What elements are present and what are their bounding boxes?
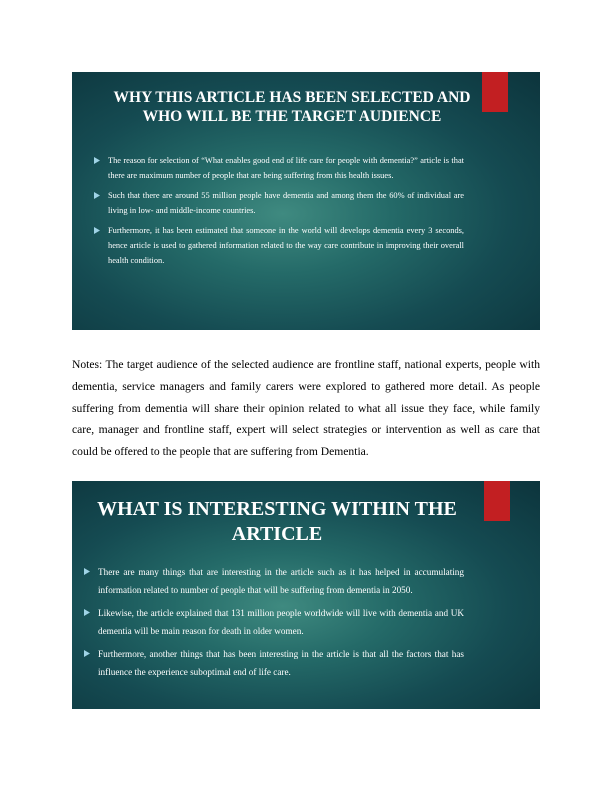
triangle-bullet-icon	[84, 646, 92, 661]
slide-what-is-interesting	[72, 481, 540, 709]
list-item	[94, 153, 464, 183]
bullet-text: Likewise, the article explained that 131 million people worldwide will live with dementia and UK dementia will be main reason for death in older women.	[98, 608, 464, 636]
bullet-list	[84, 564, 464, 687]
list-item	[94, 188, 464, 218]
triangle-bullet-icon	[94, 188, 102, 203]
list-item	[84, 564, 464, 599]
notes-paragraph: Notes: The target audience of the selected audience are frontline staff, national experts, people with dementia, service managers and family carers were explored to gathered more detail. As people suffering from dementia will share their opinion related to what all issue they face, while family care, manager and frontline staff, expert will select strategies or intervention as well as care that could be offered to the people that are suffering from Dementia.	[72, 358, 540, 459]
bullet-list	[94, 153, 464, 273]
slide-title: WHY THIS ARTICLE HAS BEEN SELECTED AND WHO WILL BE THE TARGET AUDIENCE	[113, 89, 471, 125]
list-item	[84, 605, 464, 640]
bullet-text: Furthermore, it has been estimated that someone in the world will develops dementia every 3 seconds, hence article is used to gathered information related to the way care contribute in improving their overall health condition.	[108, 226, 464, 265]
bullet-text: Such that there are around 55 million people have dementia and among them the 60% of individual are living in low- and middle-income countries.	[108, 191, 464, 215]
triangle-bullet-icon	[94, 223, 102, 238]
triangle-bullet-icon	[84, 605, 92, 620]
list-item	[94, 223, 464, 268]
bullet-text: The reason for selection of “What enables good end of life care for people with dementia?” article is that there are maximum number of people that are being suffering from this health issues.	[108, 156, 464, 180]
bullet-text: Furthermore, another things that has been interesting in the article is that all the factors that has influence the experience suboptimal end of life care.	[98, 649, 464, 677]
slide-why-selected	[72, 72, 540, 330]
red-accent-tab	[484, 481, 510, 521]
list-item	[84, 646, 464, 681]
slide-title: WHAT IS INTERESTING WITHIN THE ARTICLE	[97, 498, 457, 545]
triangle-bullet-icon	[94, 153, 102, 168]
triangle-bullet-icon	[84, 564, 92, 579]
bullet-text: There are many things that are interesting in the article such as it has helped in accumulating information related to number of people that will be suffering from dementia in 2050.	[98, 567, 464, 595]
